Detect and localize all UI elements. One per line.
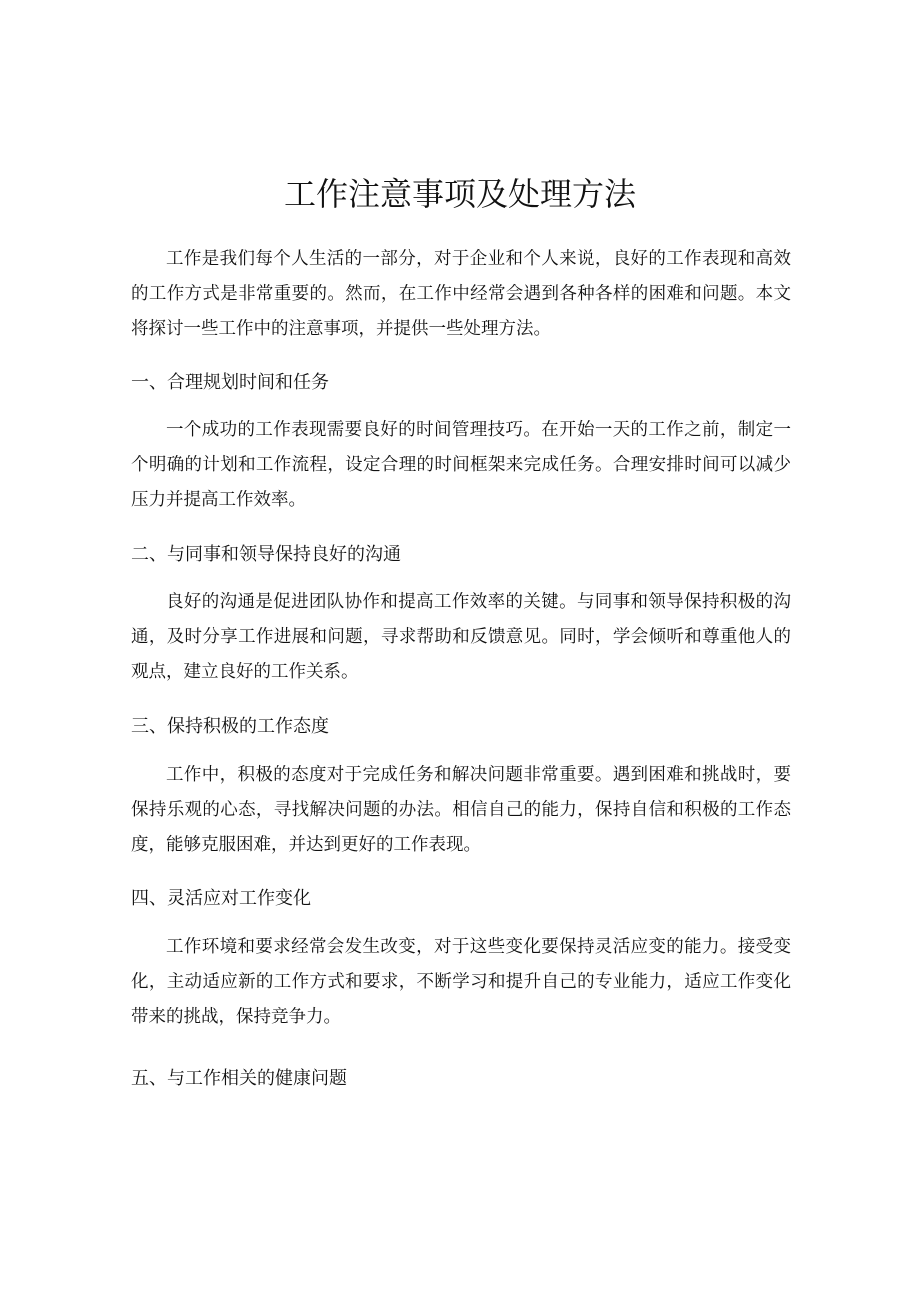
document-title: 工作注意事项及处理方法 [283,175,636,213]
intro-paragraph: 工作是我们每个人生活的一部分，对于企业和个人来说，良好的工作表现和高效的工作方式是非常重要的。然而，在工作中经常会遇到各种各样的困难和问题。本文将探讨一些工作中的注意事项，并提供一些处理方法。 [131,249,791,339]
section-heading-2: 二、与同事和领导保持良好的沟通 [131,544,401,565]
section-heading-1: 一、合理规划时间和任务 [131,372,329,393]
section-heading-3: 三、保持积极的工作态度 [131,716,329,737]
section-body-2: 良好的沟通是促进团队协作和提高工作效率的关键。与同事和领导保持积极的沟通，及时分享工作进展和问题，寻求帮助和反馈意见。同时，学会倾听和尊重他人的观点，建立良好的工作关系。 [131,592,791,682]
section-heading-5: 五、与工作相关的健康问题 [131,1068,347,1089]
section-body-3: 工作中，积极的态度对于完成任务和解决问题非常重要。遇到困难和挑战时，要保持乐观的心态，寻找解决问题的办法。相信自己的能力，保持自信和积极的工作态度，能够克服困难，并达到更好的工作表现。 [131,765,791,855]
section-body-1: 一个成功的工作表现需要良好的时间管理技巧。在开始一天的工作之前，制定一个明确的计划和工作流程，设定合理的时间框架来完成任务。合理安排时间可以减少压力并提高工作效率。 [131,420,791,510]
section-heading-4: 四、灵活应对工作变化 [131,888,311,909]
section-body-4: 工作环境和要求经常会发生改变，对于这些变化要保持灵活应变的能力。接受变化，主动适应新的工作方式和要求，不断学习和提升自己的专业能力，适应工作变化带来的挑战，保持竞争力。 [131,937,791,1027]
